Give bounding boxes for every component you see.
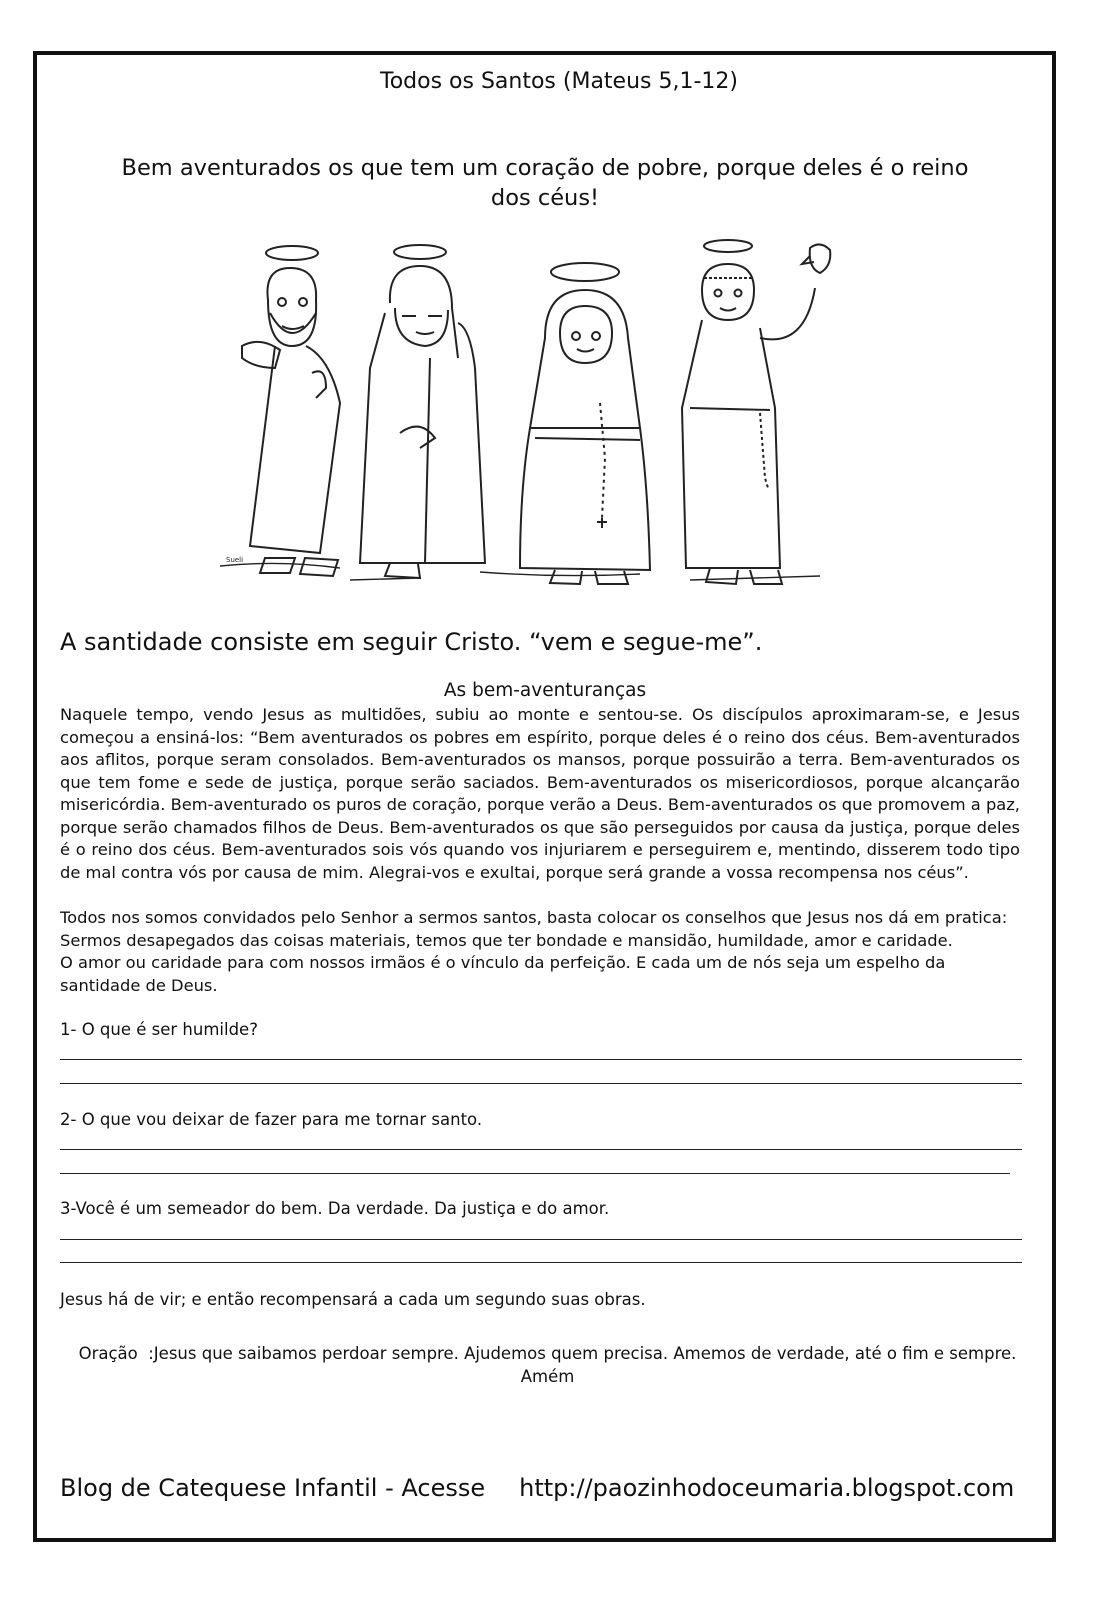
- answer-line[interactable]: [60, 1262, 1022, 1263]
- reflection-paragraph: [60, 907, 1020, 997]
- page-title: Todos os Santos (Mateus 5,1-12): [380, 69, 738, 94]
- question-1: 1- O que é ser humilde?: [60, 1020, 258, 1039]
- saint-veiled-woman: [360, 245, 485, 578]
- reflection-line-2: Sermos desapegados das coisas materiais, temos que ter bondade e mansidão, humildade, amor e caridade.: [60, 930, 953, 950]
- reflection-line-3: O amor ou caridade para com nossos irmãos é o vínculo da perfeição. E cada um de nós seja um espelho da santidade de Deus.: [60, 953, 946, 995]
- closing-statement: Jesus há de vir; e então recompensará a cada um segundo suas obras.: [60, 1290, 646, 1309]
- beatitudes-text: Naquele tempo, vendo Jesus as multidões, subiu ao monte e sentou-se. Os discípulos aproximaram-se, e Jesus começou a ensiná-los: “Bem aventurados os pobres em espírito, porque deles é o reino dos céus. Bem-aventurados aos aflitos, porque seram consolados. Bem-aventurados os mansos, porque possuirão a terra. Bem-aventurados os que tem fome e sede de justiça, porque serão saciados. Bem-aventurados os misericordiosos, porque alcançarão misericórdia. Bem-aventurado os puros de coração, porque verão a Deus. Bem-aventurados os que promovem a paz, porque serão chamados filhos de Deus. Bem-aventurados os que são perseguidos por causa da justiça, porque deles é o reino dos céus. Bem-aventurados sois vós quando vos injuriarem e perseguirem e, mentindo, disserem todo tipo de mal contra vós por causa de mim. Alegrai-vos e exultai, porque será grande a vossa recompensa nos céus”.: [60, 705, 1020, 882]
- footer-url-link[interactable]: http://paozinhodoceumaria.blogspot.com: [519, 1474, 1015, 1502]
- answer-line[interactable]: [60, 1239, 1022, 1240]
- question-2: 2- O que vou deixar de fazer para me tornar santo.: [60, 1110, 483, 1129]
- answer-line[interactable]: [60, 1149, 1022, 1150]
- saint-friar-with-bird: [682, 240, 830, 584]
- prayer-line: [60, 1342, 1035, 1365]
- question-3: 3-Você é um semeador do bem. Da verdade. Da justiça e do amor.: [60, 1199, 610, 1218]
- saint-nun-with-rosary: [520, 263, 650, 584]
- footer: [60, 1474, 1060, 1502]
- prayer: [60, 1342, 1035, 1388]
- answer-line[interactable]: [60, 1083, 1022, 1084]
- holiness-statement: A santidade consiste em seguir Cristo. “vem e segue-me”.: [60, 628, 763, 656]
- answer-line[interactable]: [60, 1059, 1022, 1060]
- answer-line[interactable]: [60, 1173, 1010, 1174]
- prayer-text: :Jesus que saibamos perdoar sempre. Ajudemos quem precisa. Amemos de verdade, até o fim e sempre.: [148, 1344, 1017, 1363]
- beatitudes-title: As bem-aventuranças: [443, 680, 647, 701]
- illustrator-signature: Sueli: [226, 556, 244, 564]
- footer-blog-name: Blog de Catequese Infantil - Acesse: [60, 1474, 486, 1502]
- four-saints-illustration: [220, 228, 840, 603]
- prayer-label: Oração: [78, 1344, 138, 1363]
- saint-bearded-man: [242, 246, 340, 576]
- prayer-amen: Amém: [520, 1367, 575, 1386]
- headline: Bem aventurados os que tem um coração de pobre, porque deles é o reino dos céus!: [121, 155, 969, 211]
- reflection-line-1: Todos nos somos convidados pelo Senhor a sermos santos, basta colocar os conselhos que Jesus nos dá em pratica:: [60, 908, 1008, 927]
